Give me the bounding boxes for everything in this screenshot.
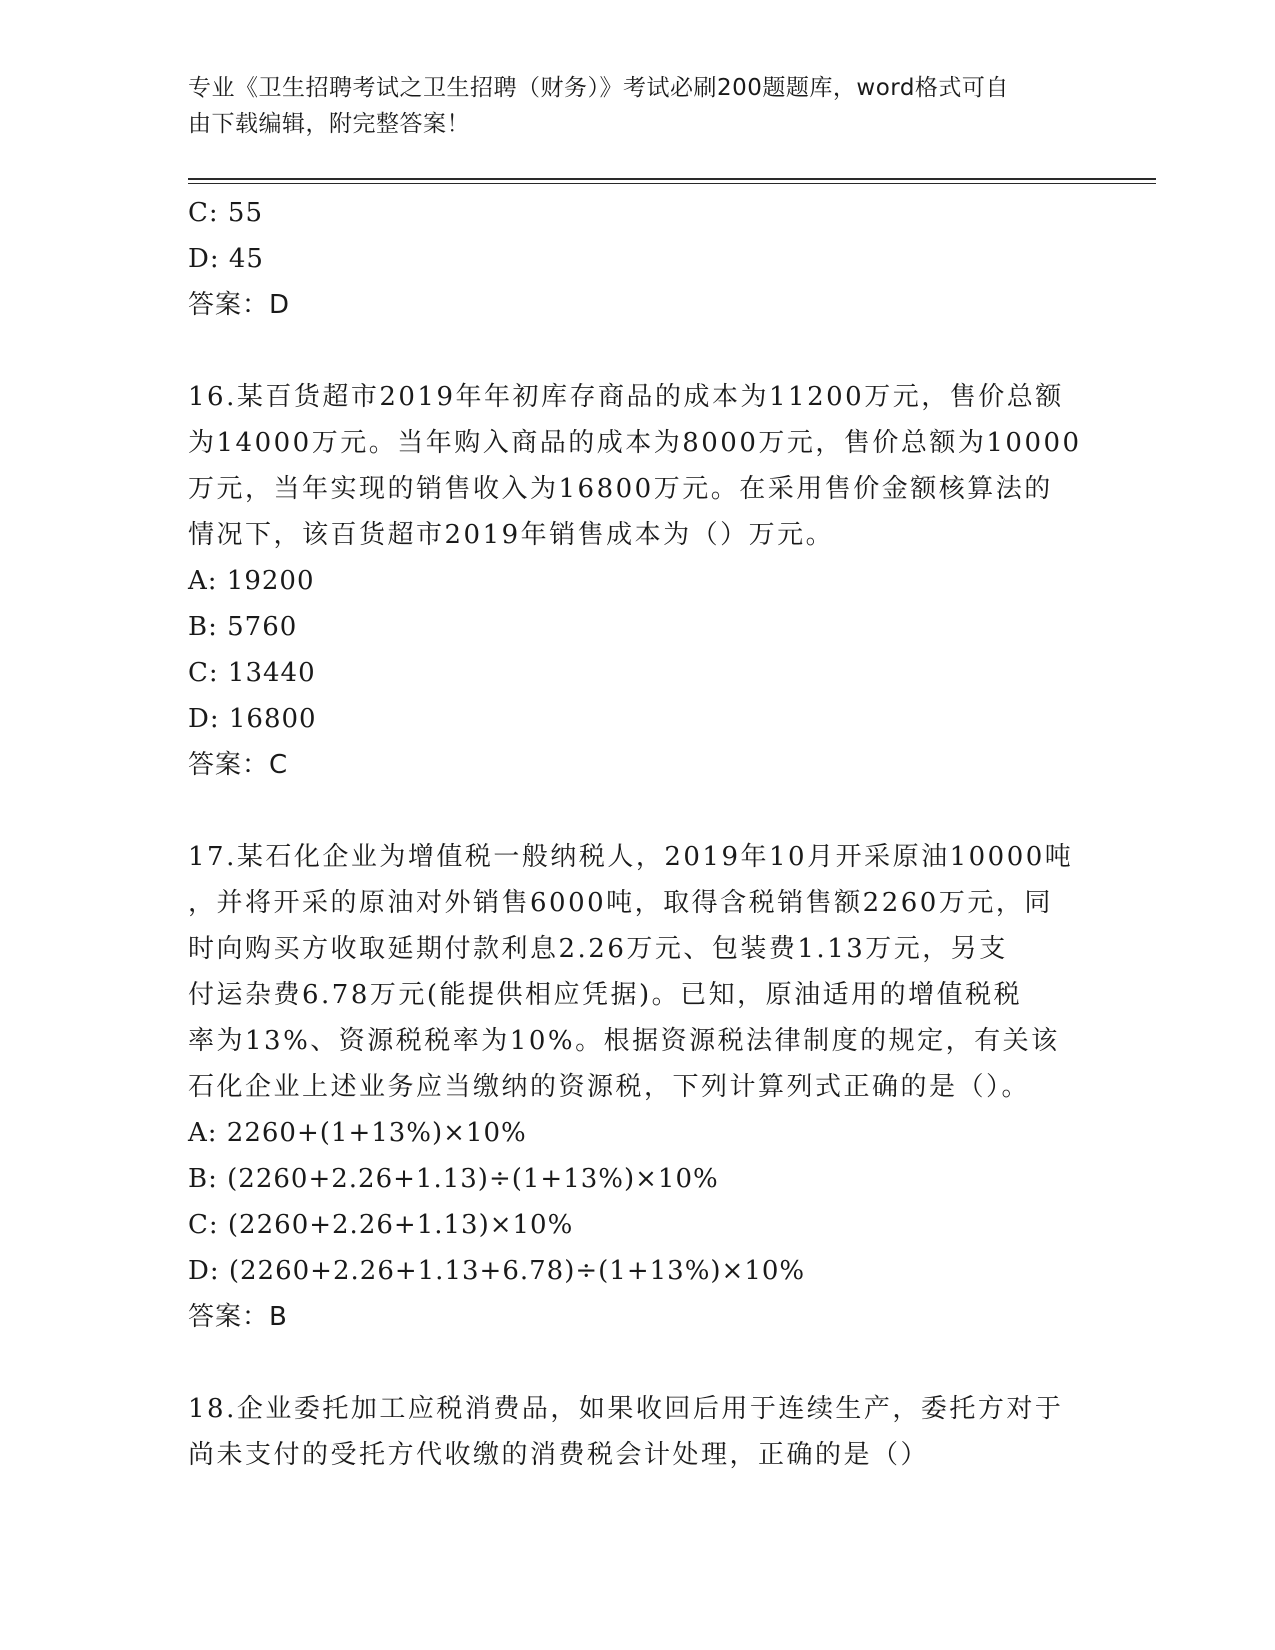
q17-stem-line: 17.某石化企业为增值税一般纳税人，2019年10月开采原油10000吨 [188, 842, 1074, 872]
question-15-tail [188, 190, 1088, 328]
question-content [188, 190, 1088, 1478]
spacer [188, 1340, 1088, 1386]
spacer [188, 328, 1088, 374]
q17-stem-line: 率为13%、资源税税率为10%。根据资源税法律制度的规定，有关该 [188, 1026, 1060, 1056]
header-line-2: 由下载编辑，附完整答案！ [188, 111, 470, 137]
question-17 [188, 834, 1088, 1340]
q16-stem-line: 万元，当年实现的销售收入为16800万元。在采用售价金额核算法的 [188, 474, 1053, 504]
q16-option-b: B: 5760 [188, 612, 298, 642]
question-18 [188, 1386, 1088, 1478]
q17-stem-line: 石化企业上述业务应当缴纳的资源税，下列计算列式正确的是（）。 [188, 1072, 1031, 1102]
q17-option-d: D: (2260+2.26+1.13+6.78)÷(1+13%)×10% [188, 1256, 806, 1286]
q16-stem-line: 16.某百货超市2019年年初库存商品的成本为11200万元，售价总额 [188, 382, 1064, 412]
q15-option-c: C: 55 [188, 198, 264, 228]
document-header [188, 70, 1068, 142]
q17-option-c: C: (2260+2.26+1.13)×10% [188, 1210, 574, 1240]
q17-stem-line: 付运杂费6.78万元(能提供相应凭据)。已知，原油适用的增值税税 [188, 980, 1023, 1010]
q17-stem-line: 时向购买方收取延期付款利息2.26万元、包装费1.13万元，另支 [188, 934, 1008, 964]
q17-answer: 答案：B [188, 1302, 288, 1332]
q15-option-d: D: 45 [188, 244, 264, 274]
q16-stem-line: 情况下，该百货超市2019年销售成本为（）万元。 [188, 520, 835, 550]
q18-stem-line: 尚未支付的受托方代收缴的消费税会计处理，正确的是（） [188, 1440, 930, 1470]
q18-stem-line: 18.企业委托加工应税消费品，如果收回后用于连续生产，委托方对于 [188, 1394, 1064, 1424]
q15-answer: 答案：D [188, 290, 291, 320]
question-16 [188, 374, 1088, 788]
q16-option-a: A: 19200 [188, 566, 315, 596]
q17-option-a: A: 2260+(1+13%)×10% [188, 1118, 527, 1148]
header-divider-thin [188, 183, 1156, 184]
q16-option-d: D: 16800 [188, 704, 317, 734]
q16-answer: 答案：C [188, 750, 289, 780]
q16-option-c: C: 13440 [188, 658, 316, 688]
q17-option-b: B: (2260+2.26+1.13)÷(1+13%)×10% [188, 1164, 719, 1194]
q17-stem-line: ，并将开采的原油对外销售6000吨，取得含税销售额2260万元，同 [188, 888, 1053, 918]
header-line-1: 专业《卫生招聘考试之卫生招聘（财务）》考试必刷200题题库，word格式可自 [188, 75, 1009, 101]
spacer [188, 788, 1088, 834]
header-divider-thick [188, 178, 1156, 180]
q16-stem-line: 为14000万元。当年购入商品的成本为8000万元，售价总额为10000 [188, 428, 1082, 458]
